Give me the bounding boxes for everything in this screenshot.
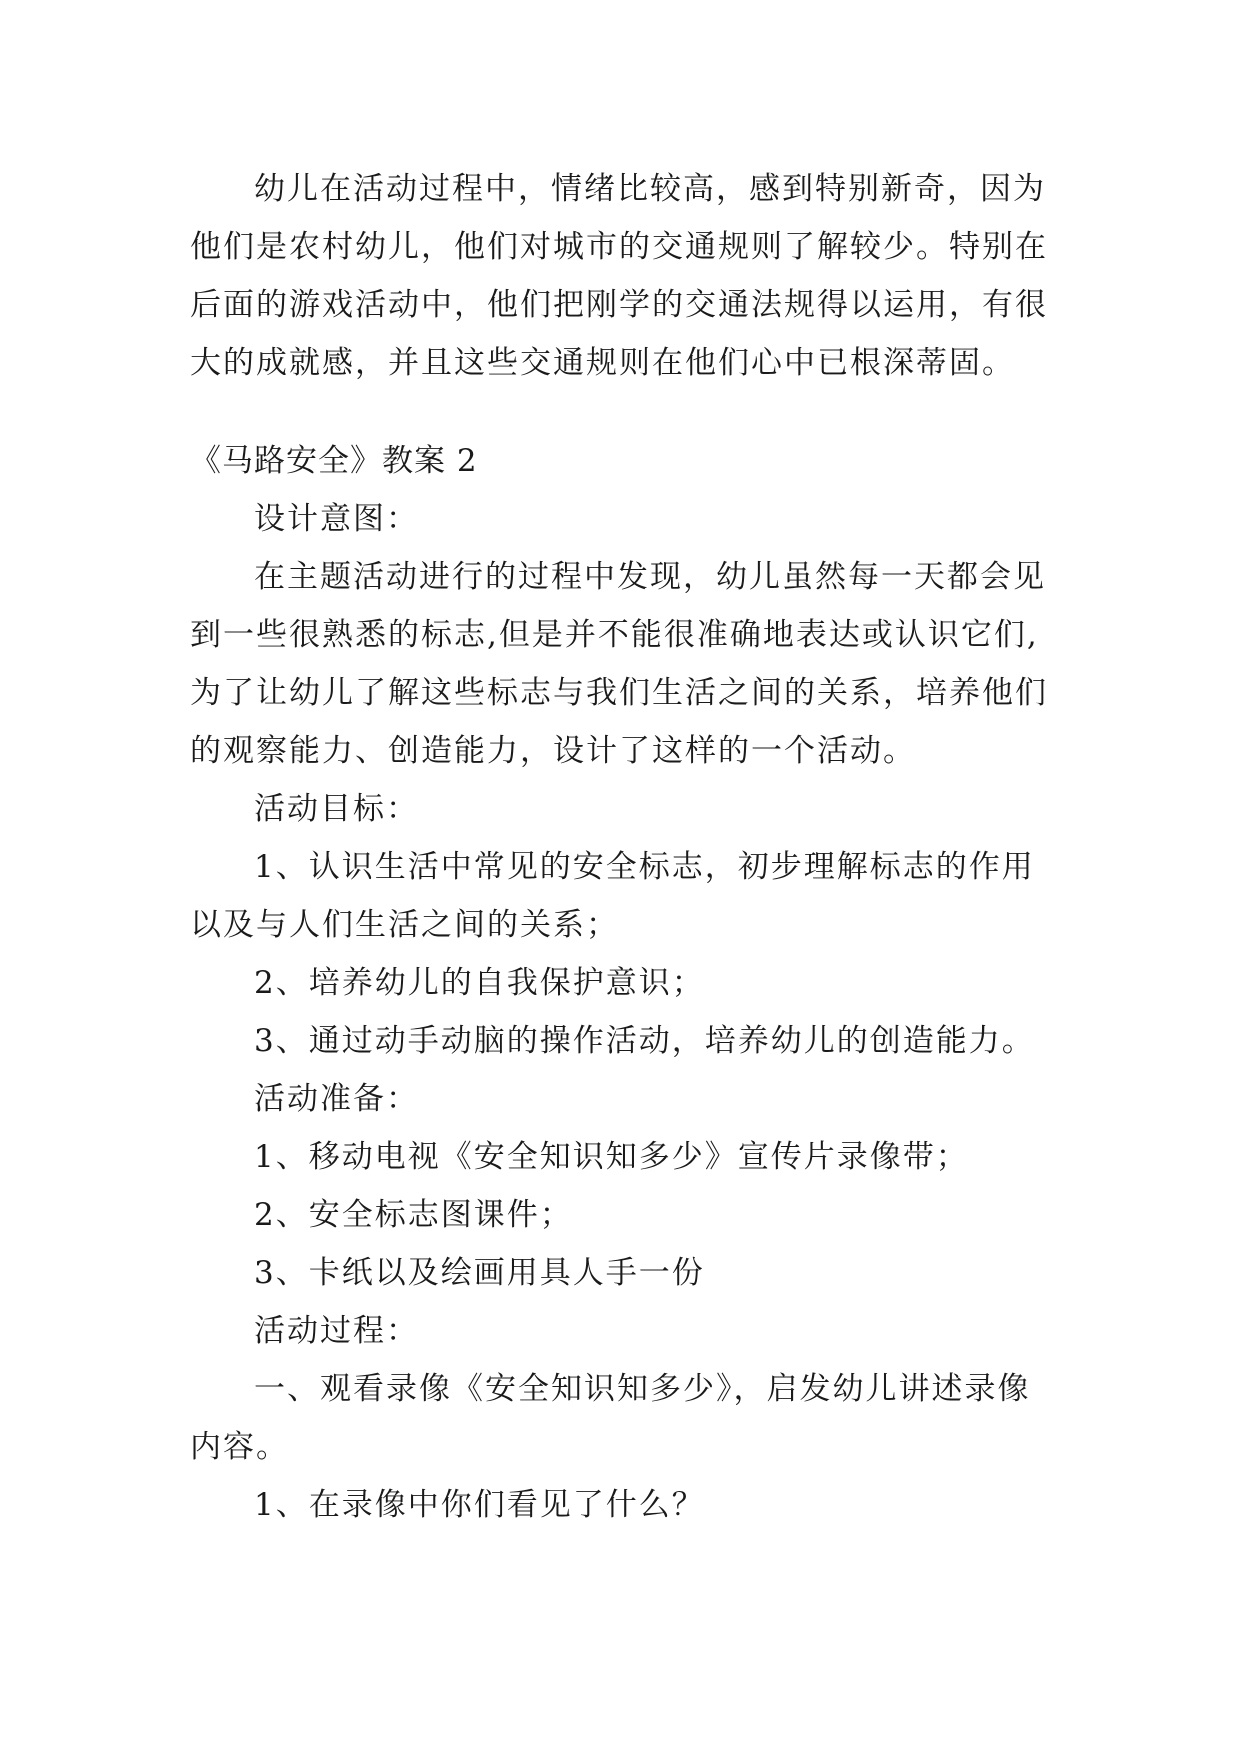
document-body (190, 160, 1050, 1534)
paragraph-summary: 幼儿在活动过程中，情绪比较高，感到特别新奇，因为他们是农村幼儿，他们对城市的交通规则了解较少。特别在后面的游戏活动中，他们把刚学的交通法规得以运用，有很大的成就感，并且这些交通规则在他们心中已根深蒂固。 (190, 171, 1048, 381)
goal-item: 3、通过动手动脑的操作活动，培养幼儿的创造能力。 (254, 1023, 1035, 1059)
prep-heading: 活动准备： (254, 1081, 419, 1117)
goals-heading: 活动目标： (254, 791, 419, 827)
prep-item: 2、安全标志图课件； (254, 1197, 573, 1233)
goal-item: 2、培养幼儿的自我保护意识； (254, 965, 705, 1001)
design-text: 在主题活动进行的过程中发现，幼儿虽然每一天都会见到一些很熟悉的标志,但是并不能很准确地表达或认识它们,为了让幼儿了解这些标志与我们生活之间的关系，培养他们的观察能力、创造能力，设计了这样的一个活动。 (190, 559, 1048, 769)
prep-item: 3、卡纸以及绘画用具人手一份 (254, 1255, 705, 1291)
process-heading: 活动过程： (254, 1313, 419, 1349)
design-heading: 设计意图： (254, 501, 419, 537)
lesson-title: 《马路安全》教案 2 (190, 443, 478, 479)
process-item: 1、在录像中你们看见了什么？ (254, 1487, 705, 1523)
goal-item: 1、认识生活中常见的安全标志，初步理解标志的作用以及与人们生活之间的关系； (190, 849, 1035, 943)
prep-item: 1、移动电视《安全知识知多少》宣传片录像带； (254, 1139, 969, 1175)
process-item: 一、观看录像《安全知识知多少》，启发幼儿讲述录像内容。 (190, 1371, 1031, 1465)
